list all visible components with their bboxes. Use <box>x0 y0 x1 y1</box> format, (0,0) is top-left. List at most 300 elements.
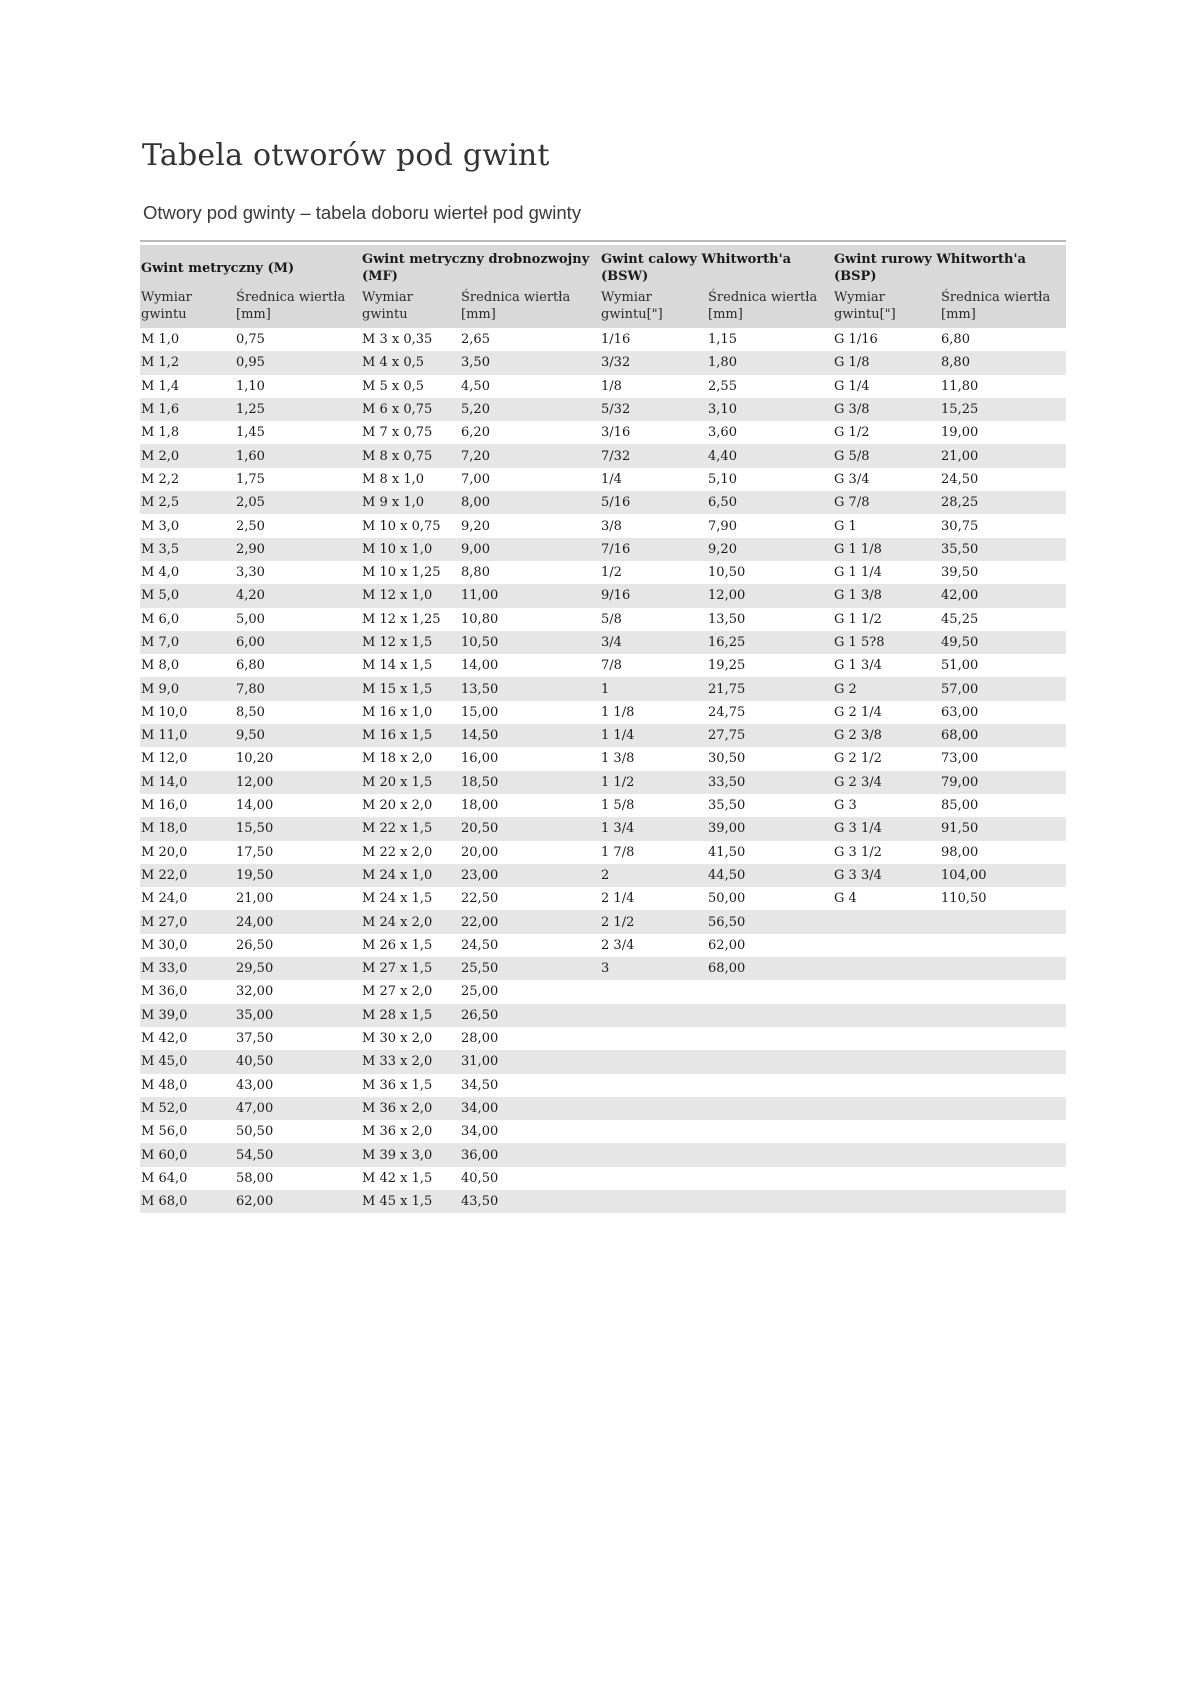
metric-fine-drill-cell: 11,00 <box>460 584 600 607</box>
metric-fine-size-cell: M 15 x 1,5 <box>361 677 460 700</box>
bsw-size-cell: 3/16 <box>600 421 707 444</box>
metric-fine-size-cell: M 12 x 1,25 <box>361 608 460 631</box>
bsp-size-cell: G 1/16 <box>833 328 940 351</box>
bsw-size-cell: 3 <box>600 957 707 980</box>
metric-size-cell: M 7,0 <box>140 631 235 654</box>
metric-fine-size-cell: M 14 x 1,5 <box>361 654 460 677</box>
metric-size-cell: M 2,0 <box>140 444 235 467</box>
bsp-size-cell: G 1 5?8 <box>833 631 940 654</box>
bsp-drill-cell: 73,00 <box>940 747 1066 770</box>
bsw-size-cell: 1 3/4 <box>600 817 707 840</box>
table-row <box>140 561 1066 584</box>
group-header-row <box>140 245 1066 288</box>
table-row <box>140 701 1066 724</box>
bsp-size-cell <box>833 1143 940 1166</box>
metric-fine-size-cell: M 24 x 2,0 <box>361 910 460 933</box>
column-header-row <box>140 288 1066 328</box>
metric-fine-size-cell: M 7 x 0,75 <box>361 421 460 444</box>
metric-size-cell: M 48,0 <box>140 1074 235 1097</box>
bsp-drill-cell: 45,25 <box>940 608 1066 631</box>
bsw-size-cell: 7/16 <box>600 538 707 561</box>
group-header-bsw: Gwint calowy Whitworth'a (BSW) <box>600 245 833 288</box>
bsw-size-cell: 1 3/8 <box>600 747 707 770</box>
bsp-size-cell: G 3 3/4 <box>833 864 940 887</box>
metric-fine-size-cell: M 45 x 1,5 <box>361 1190 460 1213</box>
bsp-size-cell <box>833 1120 940 1143</box>
bsw-size-cell: 2 1/2 <box>600 910 707 933</box>
metric-size-cell: M 22,0 <box>140 864 235 887</box>
bsp-size-cell: G 3 1/4 <box>833 817 940 840</box>
bsw-drill-cell: 2,55 <box>707 375 833 398</box>
metric-fine-size-cell: M 22 x 1,5 <box>361 817 460 840</box>
bsp-drill-cell: 8,80 <box>940 351 1066 374</box>
table-row <box>140 794 1066 817</box>
metric-drill-cell: 10,20 <box>235 747 361 770</box>
bsw-size-cell: 1 <box>600 677 707 700</box>
bsw-drill-cell: 4,40 <box>707 444 833 467</box>
table-row <box>140 817 1066 840</box>
metric-drill-cell: 19,50 <box>235 864 361 887</box>
metric-drill-cell: 58,00 <box>235 1167 361 1190</box>
bsw-size-cell <box>600 1004 707 1027</box>
bsw-size-cell <box>600 1167 707 1190</box>
bsw-drill-cell: 33,50 <box>707 771 833 794</box>
bsp-size-cell: G 1 1/2 <box>833 608 940 631</box>
metric-fine-size-cell: M 36 x 2,0 <box>361 1120 460 1143</box>
metric-fine-drill-cell: 23,00 <box>460 864 600 887</box>
metric-fine-drill-cell: 28,00 <box>460 1027 600 1050</box>
bsw-size-cell <box>600 1190 707 1213</box>
bsw-size-cell: 1/16 <box>600 328 707 351</box>
metric-size-cell: M 1,4 <box>140 375 235 398</box>
bsw-size-cell: 7/32 <box>600 444 707 467</box>
bsp-drill-cell <box>940 1143 1066 1166</box>
metric-fine-drill-cell: 10,80 <box>460 608 600 631</box>
bsp-size-cell: G 3/4 <box>833 468 940 491</box>
metric-size-cell: M 68,0 <box>140 1190 235 1213</box>
table-row <box>140 608 1066 631</box>
metric-drill-cell: 15,50 <box>235 817 361 840</box>
metric-size-cell: M 6,0 <box>140 608 235 631</box>
bsp-size-cell: G 2 1/4 <box>833 701 940 724</box>
metric-size-cell: M 5,0 <box>140 584 235 607</box>
bsp-drill-cell <box>940 957 1066 980</box>
table-row <box>140 747 1066 770</box>
metric-fine-drill-cell: 43,50 <box>460 1190 600 1213</box>
bsw-size-cell: 5/16 <box>600 491 707 514</box>
bsp-drill-cell <box>940 1050 1066 1073</box>
bsw-drill-cell <box>707 1050 833 1073</box>
metric-drill-cell: 3,30 <box>235 561 361 584</box>
bsw-size-cell: 1 5/8 <box>600 794 707 817</box>
bsw-size-cell <box>600 1097 707 1120</box>
metric-size-cell: M 33,0 <box>140 957 235 980</box>
metric-fine-size-cell: M 6 x 0,75 <box>361 398 460 421</box>
metric-drill-cell: 0,95 <box>235 351 361 374</box>
table-row <box>140 654 1066 677</box>
bsw-drill-cell: 62,00 <box>707 934 833 957</box>
bsw-drill-cell: 1,80 <box>707 351 833 374</box>
bsw-drill-cell: 35,50 <box>707 794 833 817</box>
table-row <box>140 351 1066 374</box>
bsw-drill-cell: 39,00 <box>707 817 833 840</box>
bsw-drill-cell: 16,25 <box>707 631 833 654</box>
metric-size-cell: M 4,0 <box>140 561 235 584</box>
bsw-size-cell: 2 3/4 <box>600 934 707 957</box>
table-row <box>140 514 1066 537</box>
bsw-size-cell: 3/32 <box>600 351 707 374</box>
table-row <box>140 864 1066 887</box>
bsp-size-cell <box>833 1027 940 1050</box>
metric-fine-size-cell: M 16 x 1,0 <box>361 701 460 724</box>
metric-size-cell: M 2,2 <box>140 468 235 491</box>
header-divider <box>140 240 1066 242</box>
bsw-drill-cell: 30,50 <box>707 747 833 770</box>
metric-size-cell: M 11,0 <box>140 724 235 747</box>
table-row <box>140 538 1066 561</box>
metric-drill-cell: 2,50 <box>235 514 361 537</box>
table-row <box>140 631 1066 654</box>
metric-fine-size-cell: M 36 x 2,0 <box>361 1097 460 1120</box>
metric-drill-cell: 37,50 <box>235 1027 361 1050</box>
bsw-drill-cell <box>707 1027 833 1050</box>
metric-drill-cell: 24,00 <box>235 910 361 933</box>
bsw-drill-cell: 41,50 <box>707 841 833 864</box>
table-row <box>140 1004 1066 1027</box>
metric-fine-size-cell: M 5 x 0,5 <box>361 375 460 398</box>
metric-fine-drill-cell: 31,00 <box>460 1050 600 1073</box>
bsp-drill-cell: 110,50 <box>940 887 1066 910</box>
metric-fine-drill-cell: 13,50 <box>460 677 600 700</box>
bsp-drill-cell <box>940 1097 1066 1120</box>
metric-size-cell: M 3,5 <box>140 538 235 561</box>
bsp-size-cell <box>833 1190 940 1213</box>
bsw-drill-cell: 10,50 <box>707 561 833 584</box>
metric-fine-size-cell: M 10 x 1,25 <box>361 561 460 584</box>
bsw-size-cell: 3/8 <box>600 514 707 537</box>
metric-drill-cell: 17,50 <box>235 841 361 864</box>
bsw-drill-cell <box>707 1120 833 1143</box>
metric-drill-cell: 7,80 <box>235 677 361 700</box>
group-header-bsp: Gwint rurowy Whitworth'a (BSP) <box>833 245 1066 288</box>
metric-fine-size-cell: M 36 x 1,5 <box>361 1074 460 1097</box>
bsp-drill-cell: 21,00 <box>940 444 1066 467</box>
metric-size-cell: M 42,0 <box>140 1027 235 1050</box>
metric-size-cell: M 12,0 <box>140 747 235 770</box>
metric-size-cell: M 3,0 <box>140 514 235 537</box>
metric-drill-cell: 43,00 <box>235 1074 361 1097</box>
metric-size-cell: M 20,0 <box>140 841 235 864</box>
bsp-drill-cell: 104,00 <box>940 864 1066 887</box>
metric-drill-cell: 12,00 <box>235 771 361 794</box>
table-row <box>140 887 1066 910</box>
table-row <box>140 1074 1066 1097</box>
metric-drill-cell: 29,50 <box>235 957 361 980</box>
bsw-drill-cell: 56,50 <box>707 910 833 933</box>
bsw-size-cell: 5/8 <box>600 608 707 631</box>
metric-fine-size-cell: M 22 x 2,0 <box>361 841 460 864</box>
bsw-drill-cell: 9,20 <box>707 538 833 561</box>
bsw-size-cell: 1 1/4 <box>600 724 707 747</box>
metric-fine-drill-cell: 8,80 <box>460 561 600 584</box>
bsp-drill-cell <box>940 934 1066 957</box>
metric-size-cell: M 1,6 <box>140 398 235 421</box>
bsp-size-cell: G 2 1/2 <box>833 747 940 770</box>
metric-fine-drill-cell: 22,00 <box>460 910 600 933</box>
column-header-thread-size: Wymiar gwintu["] <box>600 288 707 328</box>
bsp-drill-cell: 51,00 <box>940 654 1066 677</box>
bsp-drill-cell: 42,00 <box>940 584 1066 607</box>
metric-fine-size-cell: M 18 x 2,0 <box>361 747 460 770</box>
column-header-thread-size: Wymiar gwintu <box>361 288 460 328</box>
bsp-drill-cell: 19,00 <box>940 421 1066 444</box>
metric-fine-drill-cell: 14,50 <box>460 724 600 747</box>
table-row <box>140 1027 1066 1050</box>
table-row <box>140 468 1066 491</box>
bsp-drill-cell: 6,80 <box>940 328 1066 351</box>
bsp-size-cell: G 2 3/8 <box>833 724 940 747</box>
metric-drill-cell: 21,00 <box>235 887 361 910</box>
bsw-size-cell <box>600 1050 707 1073</box>
bsw-size-cell: 1/2 <box>600 561 707 584</box>
bsp-size-cell <box>833 934 940 957</box>
metric-fine-size-cell: M 33 x 2,0 <box>361 1050 460 1073</box>
metric-fine-drill-cell: 20,00 <box>460 841 600 864</box>
table-row <box>140 444 1066 467</box>
metric-fine-size-cell: M 30 x 2,0 <box>361 1027 460 1050</box>
metric-drill-cell: 47,00 <box>235 1097 361 1120</box>
column-header-drill-diameter: Średnica wiertła [mm] <box>235 288 361 328</box>
bsp-size-cell: G 1 <box>833 514 940 537</box>
metric-drill-cell: 32,00 <box>235 980 361 1003</box>
bsp-drill-cell: 79,00 <box>940 771 1066 794</box>
bsp-size-cell: G 5/8 <box>833 444 940 467</box>
metric-size-cell: M 24,0 <box>140 887 235 910</box>
metric-fine-size-cell: M 16 x 1,5 <box>361 724 460 747</box>
table-row <box>140 1143 1066 1166</box>
bsw-drill-cell: 68,00 <box>707 957 833 980</box>
metric-fine-drill-cell: 4,50 <box>460 375 600 398</box>
metric-size-cell: M 39,0 <box>140 1004 235 1027</box>
table-row <box>140 934 1066 957</box>
metric-size-cell: M 45,0 <box>140 1050 235 1073</box>
metric-fine-drill-cell: 7,00 <box>460 468 600 491</box>
metric-drill-cell: 0,75 <box>235 328 361 351</box>
bsw-drill-cell <box>707 1074 833 1097</box>
bsw-drill-cell: 1,15 <box>707 328 833 351</box>
metric-drill-cell: 6,00 <box>235 631 361 654</box>
bsw-size-cell <box>600 1143 707 1166</box>
metric-fine-size-cell: M 10 x 0,75 <box>361 514 460 537</box>
metric-drill-cell: 1,45 <box>235 421 361 444</box>
metric-size-cell: M 1,0 <box>140 328 235 351</box>
bsw-drill-cell <box>707 980 833 1003</box>
metric-fine-size-cell: M 24 x 1,0 <box>361 864 460 887</box>
metric-size-cell: M 1,2 <box>140 351 235 374</box>
bsp-drill-cell <box>940 1190 1066 1213</box>
table-row <box>140 1050 1066 1073</box>
bsp-drill-cell: 28,25 <box>940 491 1066 514</box>
table-row <box>140 1167 1066 1190</box>
bsp-drill-cell: 49,50 <box>940 631 1066 654</box>
page-subtitle: Otwory pod gwinty – tabela doboru wierteł pod gwinty <box>143 202 582 223</box>
bsp-size-cell <box>833 1167 940 1190</box>
bsp-size-cell: G 1 1/8 <box>833 538 940 561</box>
bsw-drill-cell <box>707 1143 833 1166</box>
bsp-size-cell: G 1/4 <box>833 375 940 398</box>
table-row <box>140 771 1066 794</box>
metric-fine-size-cell: M 8 x 0,75 <box>361 444 460 467</box>
metric-fine-drill-cell: 9,20 <box>460 514 600 537</box>
bsw-drill-cell: 19,25 <box>707 654 833 677</box>
metric-drill-cell: 2,05 <box>235 491 361 514</box>
table-row <box>140 491 1066 514</box>
bsw-drill-cell <box>707 1004 833 1027</box>
metric-fine-size-cell: M 10 x 1,0 <box>361 538 460 561</box>
bsw-size-cell <box>600 1027 707 1050</box>
bsp-size-cell: G 2 <box>833 677 940 700</box>
metric-fine-drill-cell: 10,50 <box>460 631 600 654</box>
bsw-size-cell: 1/4 <box>600 468 707 491</box>
bsp-size-cell <box>833 1004 940 1027</box>
table-row <box>140 677 1066 700</box>
metric-drill-cell: 1,75 <box>235 468 361 491</box>
bsp-drill-cell <box>940 1027 1066 1050</box>
metric-fine-drill-cell: 22,50 <box>460 887 600 910</box>
metric-size-cell: M 64,0 <box>140 1167 235 1190</box>
table-row <box>140 421 1066 444</box>
bsw-drill-cell: 44,50 <box>707 864 833 887</box>
bsw-size-cell: 1 1/8 <box>600 701 707 724</box>
bsw-drill-cell: 3,60 <box>707 421 833 444</box>
table-row <box>140 328 1066 351</box>
metric-drill-cell: 1,25 <box>235 398 361 421</box>
metric-fine-drill-cell: 26,50 <box>460 1004 600 1027</box>
table-row <box>140 1097 1066 1120</box>
bsp-size-cell: G 1/8 <box>833 351 940 374</box>
metric-fine-size-cell: M 3 x 0,35 <box>361 328 460 351</box>
metric-size-cell: M 52,0 <box>140 1097 235 1120</box>
metric-drill-cell: 1,10 <box>235 375 361 398</box>
metric-drill-cell: 9,50 <box>235 724 361 747</box>
metric-size-cell: M 36,0 <box>140 980 235 1003</box>
bsw-drill-cell: 13,50 <box>707 608 833 631</box>
metric-fine-drill-cell: 16,00 <box>460 747 600 770</box>
bsw-drill-cell: 27,75 <box>707 724 833 747</box>
bsp-size-cell <box>833 957 940 980</box>
bsw-drill-cell: 12,00 <box>707 584 833 607</box>
bsp-size-cell: G 3 <box>833 794 940 817</box>
bsp-drill-cell: 85,00 <box>940 794 1066 817</box>
metric-fine-drill-cell: 3,50 <box>460 351 600 374</box>
metric-fine-drill-cell: 40,50 <box>460 1167 600 1190</box>
bsw-drill-cell: 24,75 <box>707 701 833 724</box>
metric-drill-cell: 14,00 <box>235 794 361 817</box>
metric-fine-size-cell: M 20 x 1,5 <box>361 771 460 794</box>
table-row <box>140 957 1066 980</box>
bsp-drill-cell <box>940 1120 1066 1143</box>
bsp-size-cell <box>833 910 940 933</box>
bsp-drill-cell: 24,50 <box>940 468 1066 491</box>
metric-fine-drill-cell: 20,50 <box>460 817 600 840</box>
table-row <box>140 584 1066 607</box>
metric-fine-size-cell: M 27 x 1,5 <box>361 957 460 980</box>
metric-fine-drill-cell: 9,00 <box>460 538 600 561</box>
metric-fine-drill-cell: 18,00 <box>460 794 600 817</box>
bsw-size-cell: 7/8 <box>600 654 707 677</box>
page-title: Tabela otworów pod gwint <box>142 138 550 173</box>
metric-fine-drill-cell: 34,00 <box>460 1120 600 1143</box>
metric-size-cell: M 9,0 <box>140 677 235 700</box>
bsw-size-cell: 2 <box>600 864 707 887</box>
metric-drill-cell: 1,60 <box>235 444 361 467</box>
metric-fine-drill-cell: 2,65 <box>460 328 600 351</box>
bsw-drill-cell <box>707 1167 833 1190</box>
metric-fine-drill-cell: 6,20 <box>460 421 600 444</box>
column-header-thread-size: Wymiar gwintu <box>140 288 235 328</box>
metric-drill-cell: 5,00 <box>235 608 361 631</box>
bsp-size-cell <box>833 1097 940 1120</box>
bsp-drill-cell: 63,00 <box>940 701 1066 724</box>
metric-size-cell: M 16,0 <box>140 794 235 817</box>
bsw-size-cell: 1 1/2 <box>600 771 707 794</box>
metric-size-cell: M 27,0 <box>140 910 235 933</box>
bsw-drill-cell: 7,90 <box>707 514 833 537</box>
metric-fine-drill-cell: 34,50 <box>460 1074 600 1097</box>
bsw-drill-cell: 6,50 <box>707 491 833 514</box>
table-row <box>140 375 1066 398</box>
bsp-drill-cell <box>940 1004 1066 1027</box>
metric-fine-size-cell: M 20 x 2,0 <box>361 794 460 817</box>
column-header-drill-diameter: Średnica wiertła [mm] <box>460 288 600 328</box>
bsw-drill-cell <box>707 1097 833 1120</box>
metric-drill-cell: 4,20 <box>235 584 361 607</box>
metric-fine-drill-cell: 34,00 <box>460 1097 600 1120</box>
bsp-drill-cell <box>940 910 1066 933</box>
table-row <box>140 1120 1066 1143</box>
bsp-drill-cell: 39,50 <box>940 561 1066 584</box>
metric-drill-cell: 54,50 <box>235 1143 361 1166</box>
metric-fine-drill-cell: 8,00 <box>460 491 600 514</box>
metric-size-cell: M 56,0 <box>140 1120 235 1143</box>
bsp-size-cell: G 3 1/2 <box>833 841 940 864</box>
metric-drill-cell: 26,50 <box>235 934 361 957</box>
bsw-size-cell: 2 1/4 <box>600 887 707 910</box>
metric-size-cell: M 1,8 <box>140 421 235 444</box>
metric-fine-drill-cell: 24,50 <box>460 934 600 957</box>
bsw-size-cell: 9/16 <box>600 584 707 607</box>
bsp-drill-cell: 15,25 <box>940 398 1066 421</box>
metric-drill-cell: 8,50 <box>235 701 361 724</box>
bsp-size-cell <box>833 1074 940 1097</box>
bsp-drill-cell: 91,50 <box>940 817 1066 840</box>
metric-fine-size-cell: M 12 x 1,0 <box>361 584 460 607</box>
bsp-drill-cell: 68,00 <box>940 724 1066 747</box>
table-row <box>140 724 1066 747</box>
bsw-drill-cell: 3,10 <box>707 398 833 421</box>
metric-fine-size-cell: M 28 x 1,5 <box>361 1004 460 1027</box>
metric-fine-size-cell: M 8 x 1,0 <box>361 468 460 491</box>
bsp-drill-cell: 35,50 <box>940 538 1066 561</box>
metric-fine-size-cell: M 4 x 0,5 <box>361 351 460 374</box>
metric-size-cell: M 14,0 <box>140 771 235 794</box>
metric-drill-cell: 50,50 <box>235 1120 361 1143</box>
column-header-thread-size: Wymiar gwintu["] <box>833 288 940 328</box>
bsp-drill-cell: 57,00 <box>940 677 1066 700</box>
bsp-size-cell: G 2 3/4 <box>833 771 940 794</box>
metric-fine-size-cell: M 42 x 1,5 <box>361 1167 460 1190</box>
metric-fine-drill-cell: 18,50 <box>460 771 600 794</box>
